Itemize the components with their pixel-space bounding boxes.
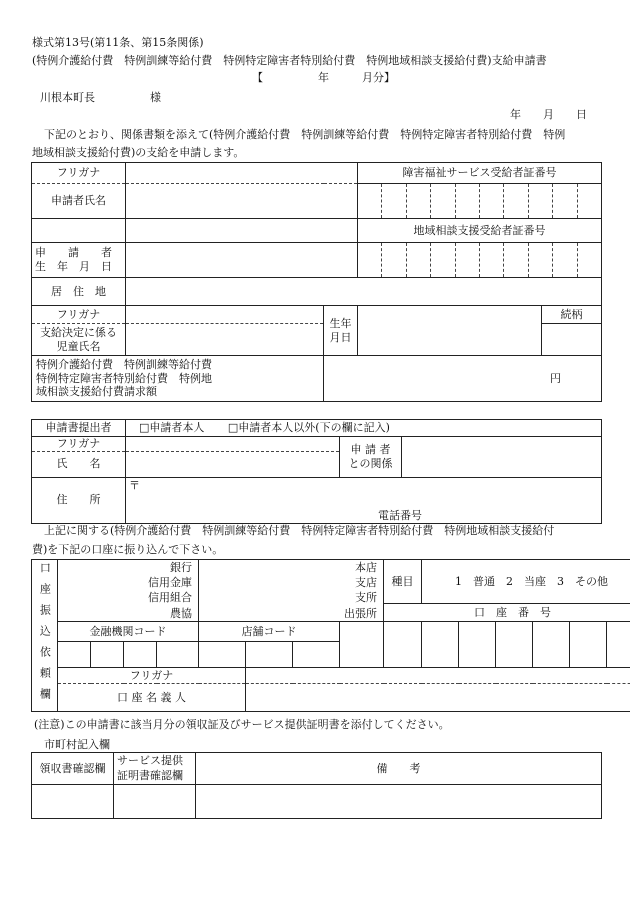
bank-name-field[interactable]: 銀行 信用金庫 信用組合 農協	[58, 560, 199, 622]
bank-intro-line-1: 上記に関する(特例介護給付費 特例訓練等給付費 特例特定障害者特別給付費 特例地域相談支援給付	[44, 524, 555, 537]
submitter-address-label: 住 所	[32, 477, 126, 523]
account-digit[interactable]	[533, 622, 570, 668]
municipal-table	[31, 752, 602, 819]
bank-code-digit[interactable]	[58, 642, 91, 668]
submitter-furigana-label: フリガナ	[32, 437, 126, 452]
relation-label: 続柄	[542, 306, 602, 324]
applicant-name-field[interactable]	[126, 184, 358, 219]
account-type-label: 種目	[384, 560, 422, 604]
bank-code-digit[interactable]	[157, 642, 199, 668]
cert-number-label: 障害福祉サービス受給者証番号	[358, 163, 602, 184]
account-holder-field[interactable]	[246, 684, 630, 712]
submitter-self-checkbox[interactable]: □申請者本人	[139, 421, 205, 435]
area-cert-number-label: 地域相談支援受給者証番号	[358, 219, 602, 243]
account-number-label: 口 座 番 号	[384, 604, 630, 622]
intro-line-1: 下記のとおり、関係書類を添えて(特例介護給付費 特例訓練等給付費 特例特定障害者特別給付費 特例	[44, 128, 566, 141]
account-digit[interactable]	[459, 622, 496, 668]
postal-mark: 〒	[129, 478, 140, 492]
residence-label: 居 住 地	[32, 278, 126, 306]
application-date: 年 月 日	[510, 108, 587, 121]
account-digit[interactable]	[422, 622, 459, 668]
submitter-name-field[interactable]	[126, 451, 340, 477]
submitter-address-field[interactable]	[126, 477, 602, 523]
account-holder-label: 口 座 名 義 人	[58, 684, 246, 712]
furigana-label: フリガナ	[32, 163, 126, 184]
relation-field[interactable]	[542, 324, 602, 356]
submitter-table	[31, 419, 602, 524]
furigana-field[interactable]	[126, 163, 358, 184]
form-title: (特例介護給付費 特例訓練等給付費 特例特定障害者特別給付費 特例地域相談支援給付費)支給申請書	[32, 54, 547, 67]
account-digit[interactable]	[496, 622, 533, 668]
bank-table	[31, 559, 630, 712]
child-furigana-field[interactable]	[126, 306, 324, 324]
remarks-label: 備 考	[196, 753, 602, 785]
submitter-name-label: 氏 名	[32, 451, 126, 477]
attachment-note: (注意)この申請書に該当月分の領収証及びサービス提供証明書を添付してください。	[34, 718, 450, 731]
child-name-field[interactable]	[126, 324, 324, 356]
municipal-section-title: 市町村記入欄	[44, 738, 110, 751]
applicant-table	[31, 162, 602, 402]
service-cert-check-label: サービス提供 証明書確認欄	[114, 753, 196, 785]
receipt-check-field[interactable]	[32, 785, 114, 819]
claim-amount-field[interactable]: 円	[324, 356, 602, 402]
branch-code-digit[interactable]	[246, 642, 293, 668]
cert-number-boxes[interactable]	[358, 184, 602, 219]
account-digit[interactable]	[570, 622, 607, 668]
residence-field[interactable]	[126, 278, 602, 306]
claim-amount-label: 特例介護給付費 特例訓練等給付費 特例特定障害者特別給付費 特例地 域相談支援給付費請求額	[32, 356, 324, 402]
bank-code-label: 金融機関コード	[58, 622, 199, 642]
submitter-options[interactable]	[126, 420, 602, 437]
branch-code-digit[interactable]	[199, 642, 246, 668]
account-type-options[interactable]: 1 普通 2 当座 3 その他	[422, 560, 630, 604]
bank-code-digit[interactable]	[124, 642, 157, 668]
period: 【 年 月分】	[252, 71, 395, 84]
bank-code-digit[interactable]	[91, 642, 124, 668]
intro-line-2: 地域相談支援給付費)の支給を申請します。	[32, 146, 245, 159]
submitter-relation-label: 申 請 者 との関係	[340, 437, 402, 478]
submitter-relation-field[interactable]	[402, 437, 602, 478]
child-dob-label: 生年月日	[324, 306, 358, 356]
submitter-furigana-field[interactable]	[126, 437, 340, 452]
branch-name-field[interactable]: 本店 支店 支所 出張所	[199, 560, 384, 622]
receipt-check-label: 領収書確認欄	[32, 753, 114, 785]
applicant-dob-field[interactable]	[126, 243, 358, 278]
form-number: 様式第13号(第11条、第15条関係)	[32, 36, 204, 49]
phone-label: 電話番号	[378, 509, 422, 522]
branch-code-digit[interactable]	[293, 642, 340, 668]
applicant-name-label: 申請者氏名	[32, 184, 126, 219]
submitter-other-checkbox[interactable]: □申請者本人以外(下の欄に記入)	[227, 421, 390, 435]
child-furigana-label: フリガナ	[32, 306, 126, 324]
account-digit[interactable]	[607, 622, 630, 668]
area-cert-number-boxes[interactable]	[358, 243, 602, 278]
bank-side-label: 口座振込依頼欄	[32, 560, 58, 712]
remarks-field[interactable]	[196, 785, 602, 819]
child-dob-field[interactable]	[358, 306, 542, 356]
holder-furigana-field[interactable]	[246, 668, 630, 684]
applicant-dob-label: 申 請 者 生 年 月 日	[32, 243, 126, 278]
addressee: 川根本町長 様	[40, 91, 161, 104]
service-cert-check-field[interactable]	[114, 785, 196, 819]
bank-intro-line-2: 費)を下記の口座に振り込んで下さい。	[32, 543, 224, 556]
holder-furigana-label: フリガナ	[58, 668, 246, 684]
branch-code-label: 店舗コード	[199, 622, 340, 642]
submitter-label: 申請書提出者	[32, 420, 126, 437]
account-digit[interactable]	[384, 622, 422, 668]
child-name-label: 支給決定に係る 児童氏名	[32, 324, 126, 356]
